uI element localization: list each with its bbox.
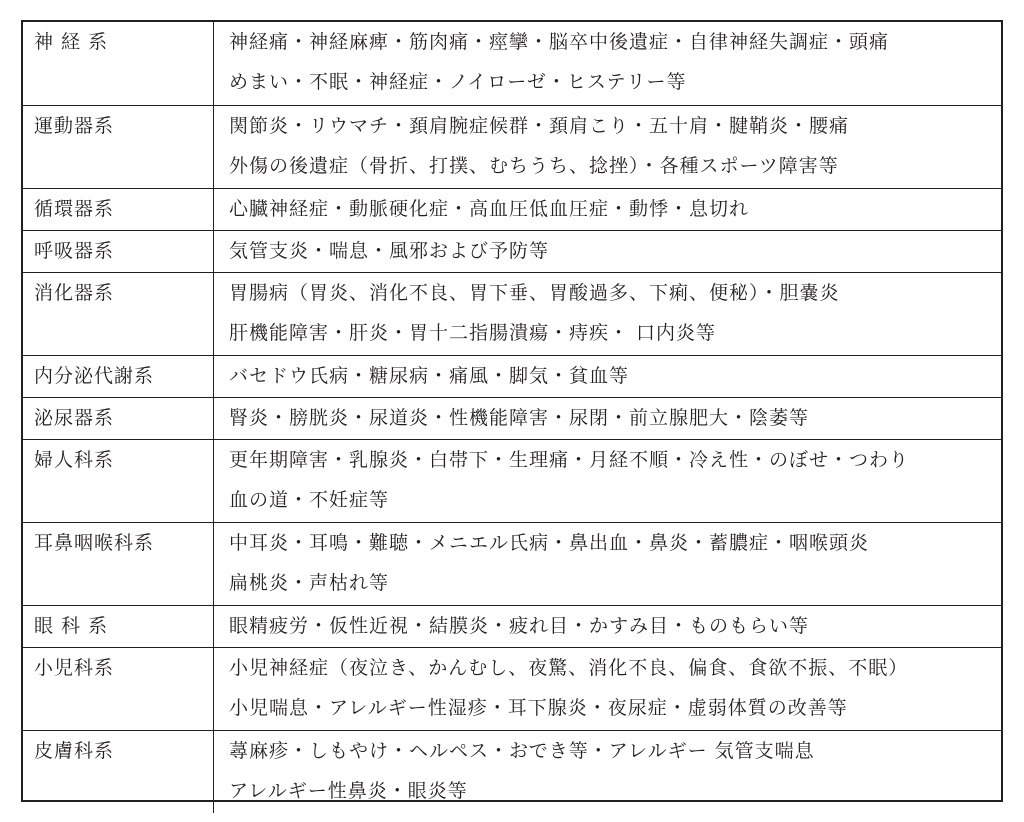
conditions-line: 心臓神経症・動脈硬化症・高血圧低血圧症・動悸・息切れ <box>229 197 750 220</box>
category-label: 呼吸器系 <box>34 239 115 262</box>
conditions-cell <box>214 188 1002 230</box>
conditions-line: 腎炎・膀胱炎・尿道炎・性機能障害・尿閉・前立腺肥大・陰萎等 <box>229 406 810 429</box>
table-row <box>23 522 1001 605</box>
conditions-cell <box>214 647 1002 730</box>
category-cell <box>23 22 214 105</box>
table-row <box>23 439 1001 522</box>
category-label: 皮膚科系 <box>34 739 115 762</box>
conditions-cell <box>214 272 1002 355</box>
conditions-cell <box>214 230 1002 272</box>
conditions-line: 気管支炎・喘息・風邪および予防等 <box>229 239 550 262</box>
conditions-line: めまい・不眠・神経症・ノイローゼ・ヒステリー等 <box>229 71 687 93</box>
table-row <box>23 647 1001 730</box>
category-label: 循環器系 <box>34 197 115 220</box>
conditions-line: 肝機能障害・肝炎・胃十二指腸潰瘍・痔疾・ 口内炎等 <box>229 321 717 344</box>
conditions-line: 胃腸病（胃炎、消化不良、胃下垂、胃酸過多、下痢、便秘）・胆嚢炎 <box>229 281 840 304</box>
category-label: 婦人科系 <box>34 448 115 471</box>
symptom-table <box>23 22 1001 813</box>
category-label: 眼 科 系 <box>34 614 109 637</box>
category-label: 泌尿器系 <box>34 406 115 429</box>
conditions-line: 中耳炎・耳鳴・難聴・メニエル氏病・鼻出血・鼻炎・蓄膿症・咽喉頭炎 <box>229 531 870 554</box>
category-cell <box>23 647 214 730</box>
symptom-table-body <box>23 22 1001 813</box>
conditions-cell <box>214 22 1002 105</box>
category-cell <box>23 522 214 605</box>
category-label: 内分泌代謝系 <box>34 364 155 387</box>
conditions-line: 扁桃炎・声枯れ等 <box>229 571 390 594</box>
conditions-cell <box>214 355 1002 397</box>
conditions-line: 関節炎・リウマチ・頚肩腕症候群・頚肩こり・五十肩・腱鞘炎・腰痛 <box>229 114 850 137</box>
table-row <box>23 397 1001 439</box>
category-label: 消化器系 <box>34 281 115 304</box>
category-label: 耳鼻咽喉科系 <box>34 531 155 554</box>
conditions-line: 蕁麻疹・しもやけ・ヘルペス・おでき等・アレルギー 気管支喘息 <box>229 739 815 762</box>
category-cell <box>23 397 214 439</box>
category-cell <box>23 105 214 188</box>
table-row <box>23 272 1001 355</box>
conditions-line: 小児喘息・アレルギー性湿疹・耳下腺炎・夜尿症・虚弱体質の改善等 <box>229 696 848 719</box>
table-row <box>23 230 1001 272</box>
conditions-cell <box>214 397 1002 439</box>
category-cell <box>23 355 214 397</box>
conditions-line: 更年期障害・乳腺炎・白帯下・生理痛・月経不順・冷え性・のぼせ・つわり <box>229 448 910 471</box>
conditions-line: 外傷の後遺症（骨折、打撲、むちうち、捻挫）・各種スポーツ障害等 <box>229 154 839 177</box>
conditions-cell <box>214 605 1002 647</box>
table-row <box>23 188 1001 230</box>
symptom-table-frame <box>21 20 1003 802</box>
conditions-cell <box>214 522 1002 605</box>
conditions-cell <box>214 730 1002 813</box>
category-label: 神 経 系 <box>34 31 109 53</box>
conditions-cell <box>214 105 1002 188</box>
category-cell <box>23 230 214 272</box>
conditions-line: 眼精疲労・仮性近視・結膜炎・疲れ目・かすみ目・ものもらい等 <box>229 614 810 637</box>
category-cell <box>23 272 214 355</box>
conditions-line: 血の道・不妊症等 <box>229 488 390 511</box>
conditions-cell <box>214 439 1002 522</box>
conditions-line: アレルギー性鼻炎・眼炎等 <box>229 779 468 802</box>
table-row <box>23 22 1001 105</box>
table-row <box>23 105 1001 188</box>
category-cell <box>23 605 214 647</box>
conditions-line: 神経痛・神経麻痺・筋肉痛・痙攣・脳卒中後遺症・自律神経失調症・頭痛 <box>229 31 890 53</box>
table-row <box>23 605 1001 647</box>
conditions-line: バセドウ氏病・糖尿病・痛風・脚気・貧血等 <box>229 364 630 387</box>
category-cell <box>23 730 214 813</box>
category-label: 小児科系 <box>34 656 115 679</box>
category-cell <box>23 439 214 522</box>
table-row <box>23 730 1001 813</box>
category-cell <box>23 188 214 230</box>
category-label: 運動器系 <box>34 114 115 137</box>
table-row <box>23 355 1001 397</box>
conditions-line: 小児神経症（夜泣き、かんむし、夜驚、消化不良、偏食、食欲不振、不眠） <box>229 656 909 679</box>
